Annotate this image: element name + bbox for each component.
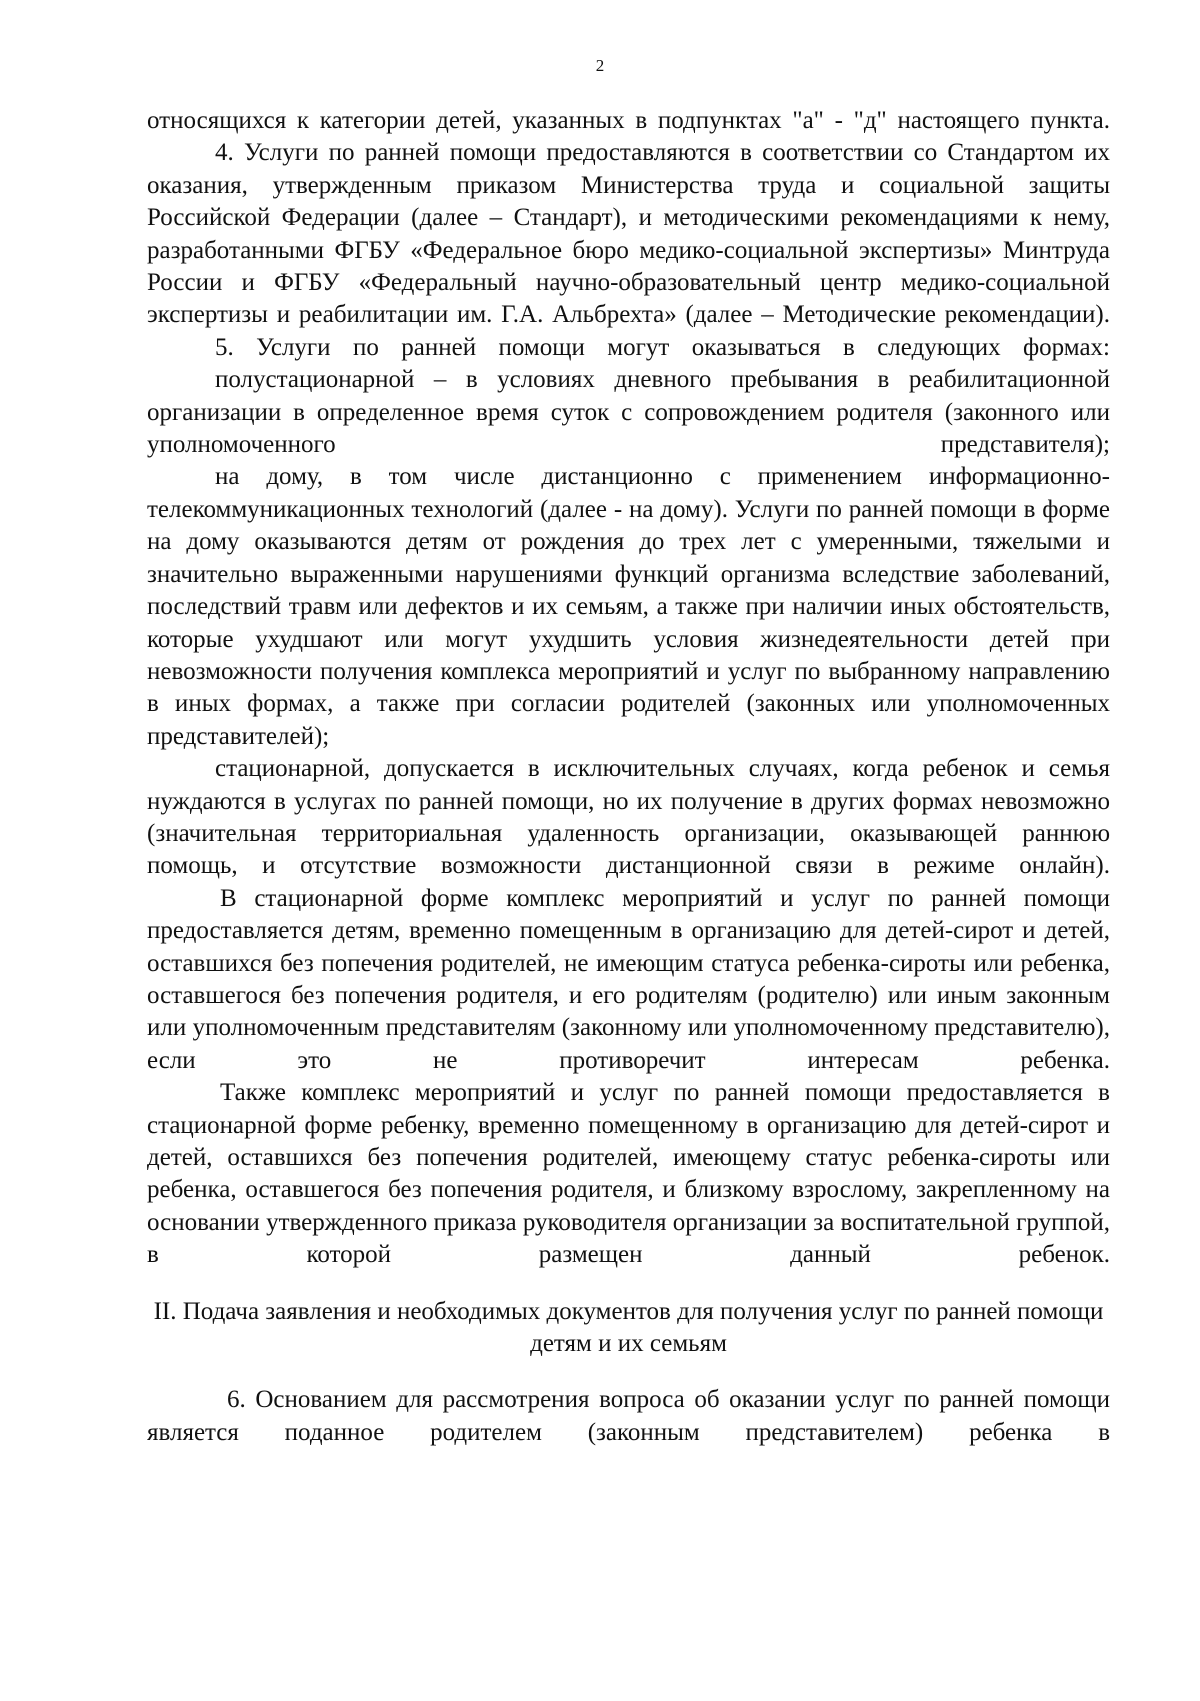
document-body (147, 105, 1110, 1449)
paragraph: 6. Основанием для рассмотрения вопроса об оказании услуг по ранней помощи является поданное родителем (законным представителем) ребенка в (147, 1386, 1110, 1446)
paragraph: 4. Услуги по ранней помощи предоставляются в соответствии со Стандартом их оказания, утвержденным приказом Министерства труда и социальной защиты Российской Федерации (далее – Стандарт), и методическими рекомендациями к нему, разработанными ФГБУ «Федеральное бюро медико-социальной экспертизы» Минтруда России и ФГБУ «Федеральный научно-образовательный центр медико-социальной экспертизы и реабилитации им. Г.А. Альбрехта» (далее – Методические рекомендации). (147, 139, 1110, 329)
paragraph: относящихся к категории детей, указанных в подпунктах "а" - "д" настоящего пункта. (147, 107, 1110, 134)
spacer (147, 1272, 1110, 1296)
section-heading: II. Подача заявления и необходимых документов для получения услуг по ранней помощи детям и их семьям (153, 1297, 1104, 1358)
paragraph: 5. Услуги по ранней помощи могут оказываться в следующих формах: (215, 333, 1110, 361)
paragraph: Также комплекс мероприятий и услуг по ранней помощи предоставляется в стационарной форме ребенку, временно помещенному в организацию для детей-сирот и детей, оставшихся без попечения родителей, имеющему статус ребенка-сироты или ребенка, оставшегося без попечения родителя, и близкому взрослому, закрепленному на основании утвержденного приказа руководителя организации за воспитательной группой, в которой размещен данный ребенок. (147, 1079, 1110, 1269)
paragraph: стационарной, допускается в исключительных случаях, когда ребенок и семья нуждаются в услугах по ранней помощи, но их получение в других формах невозможно (значительная территориальная удаленность организации, оказывающей раннюю помощь, и отсутствие возможности дистанционной связи в режиме онлайн). (147, 755, 1110, 880)
paragraph: полустационарной – в условиях дневного пребывания в реабилитационной организации в определенное время суток с сопровождением родителя (законного или уполномоченного представителя); (147, 366, 1110, 459)
paragraph: на дому, в том числе дистанционно с применением информационно-телекоммуникационных технологий (далее - на дому). Услуги по ранней помощи в форме на дому оказываются детям от рождения до трех лет с умеренными, тяжелыми и значительно выраженными нарушениями функций организма вследствие заболеваний, последствий травм или дефектов и их семьям, а также при наличии иных обстоятельств, которые ухудшают или могут ухудшить условия жизнедеятельности детей при невозможности получения комплекса мероприятий и услуг по выбранному направлению в иных формах, а также при согласии родителей (законных или уполномоченных представителей); (147, 463, 1110, 750)
spacer (147, 1360, 1110, 1384)
paragraph: В стационарной форме комплекс мероприятий и услуг по ранней помощи предоставляется детям, временно помещенным в организацию для детей-сирот и детей, оставшихся без попечения родителей, не имеющим статуса ребенка-сироты или ребенка, оставшегося без попечения родителя, и его родителям (родителю) или иным законным или уполномоченным представителям (законному или уполномоченному представителю), если это не противоречит интересам ребенка. (147, 884, 1110, 1074)
page-number: 2 (595, 56, 605, 75)
